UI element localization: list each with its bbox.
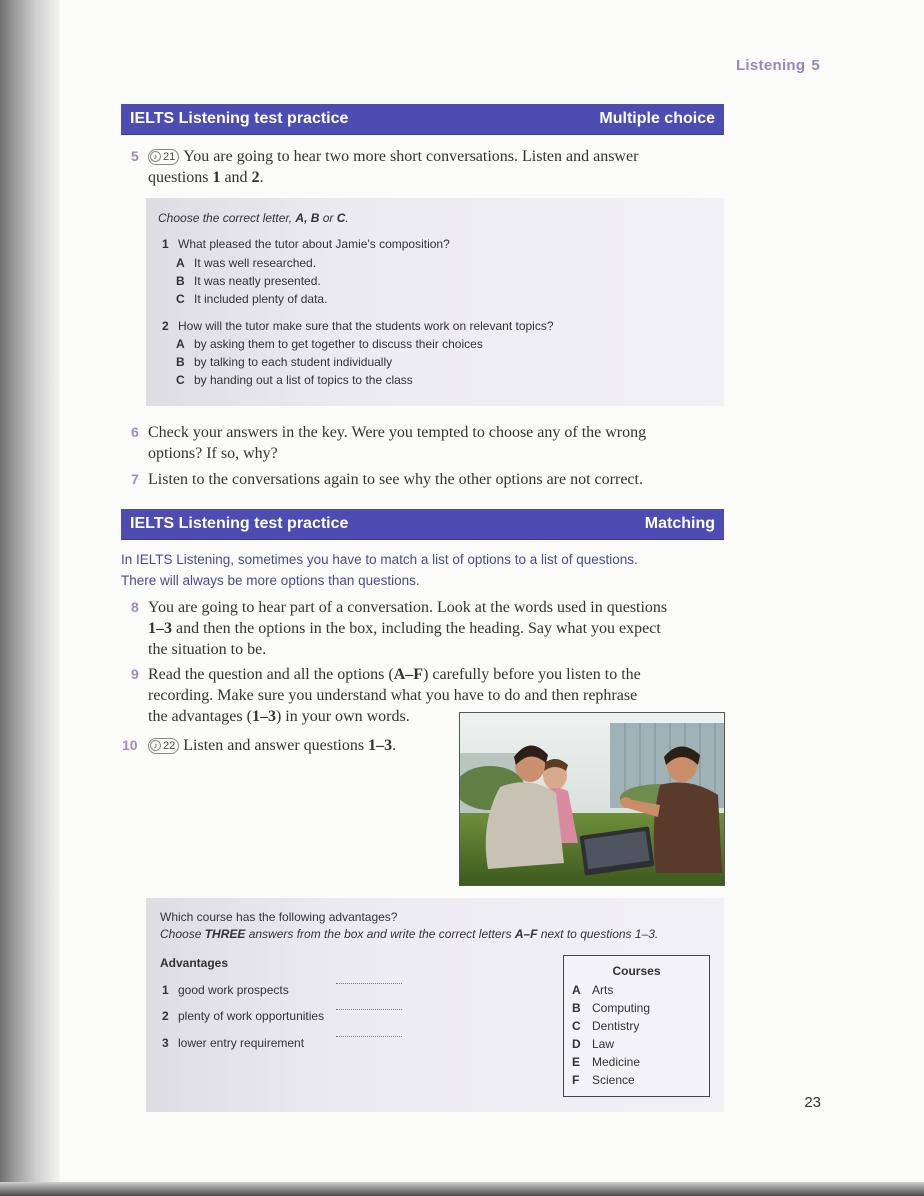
banner-task-type: Matching bbox=[644, 515, 715, 532]
question-7 bbox=[131, 469, 728, 490]
courses-box bbox=[563, 955, 710, 1097]
question-text-line2: questions 1 and 2. bbox=[148, 169, 264, 186]
question-6 bbox=[131, 422, 728, 464]
question-8 bbox=[131, 597, 728, 660]
banner-title: IELTS Listening test practice bbox=[130, 110, 349, 127]
running-head bbox=[736, 57, 820, 74]
mc-option: C by handing out a list of topics to the class bbox=[176, 373, 413, 387]
question-text-line2: 1–3 and then the options in the box, including the heading. Say what you expect bbox=[148, 620, 661, 637]
intro-line2: There will always be more options than questions. bbox=[121, 573, 420, 588]
advantage-item-3: 3 lower entry requirement bbox=[162, 1036, 305, 1050]
course-option: A Arts bbox=[572, 983, 614, 997]
cd-track-icon bbox=[148, 149, 179, 165]
section-banner-matching bbox=[121, 509, 724, 539]
mc-option: B by talking to each student individually bbox=[176, 355, 393, 369]
mc-question-1: 1 What pleased the tutor about Jamie's composition? bbox=[162, 237, 450, 251]
banner-task-type: Multiple choice bbox=[599, 110, 715, 127]
page-bottom-edge bbox=[0, 1182, 924, 1196]
banner-title: IELTS Listening test practice bbox=[130, 515, 349, 532]
answer-blank-1[interactable] bbox=[336, 983, 402, 984]
mc-option: B It was neatly presented. bbox=[176, 274, 321, 288]
mc-question-2: 2 How will the tutor make sure that the students work on relevant topics? bbox=[162, 319, 554, 333]
question-text-line1: You are going to hear two more short conversations. Listen and answer bbox=[183, 148, 639, 165]
running-head-label: Listening bbox=[735, 57, 806, 74]
mc-option: A by asking them to get together to discuss their choices bbox=[176, 337, 483, 351]
matching-box bbox=[146, 898, 724, 1112]
mc-option: A It was well researched. bbox=[176, 256, 317, 270]
question-number: 9 bbox=[131, 666, 139, 682]
section-banner-multiple-choice bbox=[121, 104, 724, 134]
cd-track-number: 21 bbox=[163, 151, 176, 163]
advantage-item-2: 2 plenty of work opportunities bbox=[162, 1009, 325, 1023]
question-number: 6 bbox=[131, 424, 139, 440]
course-option: E Medicine bbox=[572, 1055, 641, 1069]
question-5 bbox=[131, 146, 728, 188]
cd-track-icon bbox=[148, 738, 179, 754]
question-text-line2: options? If so, why? bbox=[148, 445, 278, 462]
running-head-number: 5 bbox=[811, 57, 820, 74]
question-text-line1: Listen to the conversations again to see why the other options are not correct. bbox=[148, 471, 643, 488]
book-spine-shadow bbox=[0, 0, 60, 1196]
question-text-line3: the advantages (1–3) in your own words. bbox=[148, 708, 410, 725]
answer-blank-2[interactable] bbox=[336, 1009, 402, 1010]
matching-instruction-1: Which course has the following advantages? bbox=[160, 910, 398, 924]
cd-track-number: 22 bbox=[163, 740, 176, 752]
answer-blank-3[interactable] bbox=[336, 1036, 402, 1037]
question-text: Listen and answer questions 1–3. bbox=[183, 737, 397, 754]
matching-intro bbox=[121, 549, 701, 591]
advantage-item-1: 1 good work prospects bbox=[162, 983, 289, 997]
intro-line1: In IELTS Listening, sometimes you have to match a list of options to a list of questions. bbox=[121, 552, 638, 567]
question-number: 8 bbox=[131, 599, 139, 615]
mc-option: C It included plenty of data. bbox=[176, 292, 328, 306]
course-option: D Law bbox=[572, 1037, 615, 1051]
question-number: 7 bbox=[131, 471, 139, 487]
question-text-line1: Read the question and all the options (A–F) carefully before you listen to the bbox=[148, 666, 641, 683]
matching-instruction-2: Choose THREE answers from the box and write the correct letters A–F next to questions 1–3. bbox=[160, 927, 659, 941]
question-number: 5 bbox=[131, 148, 139, 164]
page-number: 23 bbox=[804, 1094, 821, 1111]
question-number: 10 bbox=[122, 737, 138, 753]
cd-disc-icon: ♪ bbox=[150, 740, 161, 751]
question-text-line1: You are going to hear part of a conversation. Look at the words used in questions bbox=[148, 599, 668, 616]
multiple-choice-box bbox=[146, 198, 724, 406]
question-text-line2: recording. Make sure you understand what you have to do and then rephrase bbox=[148, 687, 638, 704]
question-text-line3: the situation to be. bbox=[148, 641, 267, 658]
box-instruction: Choose the correct letter, A, B or C. bbox=[158, 211, 349, 225]
advantages-heading: Advantages bbox=[160, 956, 229, 970]
course-option: F Science bbox=[572, 1073, 635, 1087]
question-text-line1: Check your answers in the key. Were you tempted to choose any of the wrong bbox=[148, 424, 647, 441]
cd-disc-icon: ♪ bbox=[150, 151, 161, 162]
students-photo-illustration bbox=[460, 713, 724, 885]
course-option: B Computing bbox=[572, 1001, 651, 1015]
courses-heading: Courses bbox=[612, 964, 661, 978]
course-option: C Dentistry bbox=[572, 1019, 640, 1033]
students-photo bbox=[459, 712, 725, 886]
